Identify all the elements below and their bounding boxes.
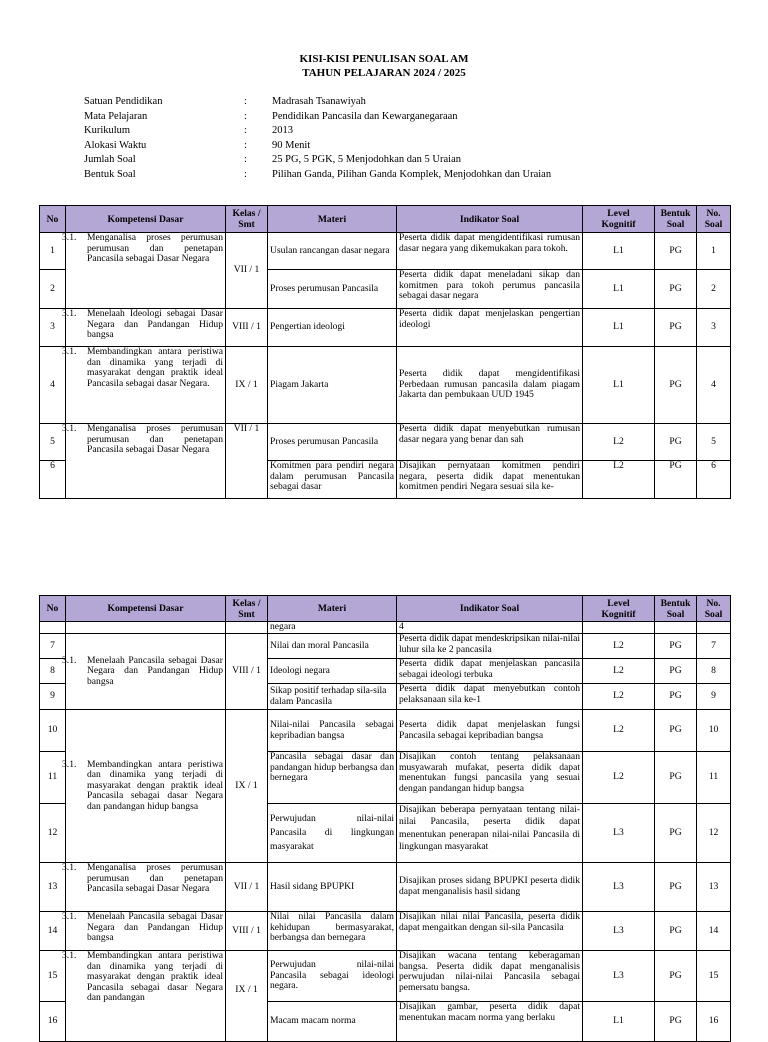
cell-indikator: Peserta didik dapat menyebutkan rumusan dasar negara yang benar dan sah <box>397 424 583 461</box>
cell-level: L2 <box>583 710 655 752</box>
kd-number: 3.1. <box>62 346 77 357</box>
kisi-kisi-table-page1 <box>39 205 731 499</box>
cell-level: L2 <box>583 684 655 710</box>
meta-colon: : <box>244 168 247 180</box>
cell-kelas: VII / 1 <box>226 424 268 499</box>
cell-bentuk: PG <box>655 710 697 752</box>
cell-indikator: Peserta didik dapat mengidentifikasi Perbedaan rumusan pancasila dalam piagam Jakarta dan pembukaan UUD 1945 <box>397 347 583 424</box>
cell-no: 16 <box>40 1002 66 1042</box>
header-level <box>583 596 655 622</box>
cell-no: 13 <box>40 863 66 912</box>
header-indikator: Indikator Soal <box>397 206 583 233</box>
meta-label: Satuan Pendidikan <box>84 96 163 107</box>
cell-nosoal: 7 <box>697 634 731 659</box>
meta-row-kurikulum <box>84 124 551 139</box>
cell-no: 1 <box>40 233 66 270</box>
cell-kelas: VII / 1 <box>226 863 268 912</box>
header-kelas <box>226 596 268 622</box>
meta-label: Bentuk Soal <box>84 168 136 180</box>
cell-nosoal: 6 <box>697 461 731 499</box>
header-text: Kelas / <box>232 597 261 609</box>
cell-indikator: Peserta didik dapat meneladani sikap dan komitmen para tokoh perumus pancasila sebagai dasar negara <box>397 270 583 309</box>
header-text: No. <box>706 597 721 609</box>
cell-materi: Macam macam norma <box>268 1002 397 1042</box>
cell-nosoal: 16 <box>697 1002 731 1042</box>
cell-bentuk: PG <box>655 684 697 710</box>
cell-no <box>40 622 66 634</box>
header-text: Bentuk <box>660 597 691 609</box>
cell-nosoal: 8 <box>697 659 731 684</box>
table-row <box>40 424 731 461</box>
cell-no: 8 <box>40 659 66 684</box>
table-row <box>40 634 731 659</box>
meta-value: Pilihan Ganda, Pilihan Ganda Komplek, Menjodohkan dan Uraian <box>272 168 552 180</box>
meta-colon: : <box>244 125 247 137</box>
cell-level: L2 <box>583 424 655 461</box>
cell-no: 4 <box>40 347 66 424</box>
cell-kd <box>62 634 226 710</box>
cell-level: L2 <box>583 659 655 684</box>
table-row <box>40 912 731 951</box>
cell-kd <box>62 862 226 912</box>
meta-value: 90 Menit <box>272 139 311 151</box>
cell-nosoal: 13 <box>697 863 731 912</box>
cell-bentuk: PG <box>655 752 697 804</box>
table-row <box>40 710 731 752</box>
header-text: Kelas / <box>232 208 261 219</box>
cell-materi: Perwujudan nilai-nilai Pancasila sebagai ideologi negara. <box>268 951 397 1002</box>
materi-text: Komitmen para pendiri negara dalam perumusan Pancasila sebagai dasar <box>270 460 394 493</box>
cell-level: L3 <box>583 863 655 912</box>
cell-kd <box>62 950 226 1042</box>
cell-indikator: Peserta didik dapat menjelaskan pengertian ideologi <box>397 309 583 347</box>
meta-row-alokasi <box>84 139 551 154</box>
cell-level: L2 <box>583 461 655 499</box>
header-kd: Kompetensi Dasar <box>66 596 226 622</box>
kd-text: Menelaah Ideologi sebagai Dasar Negara dan Pandangan Hidup bangsa <box>87 308 223 341</box>
cell-level: L2 <box>583 634 655 659</box>
cell-level <box>583 622 655 634</box>
cell-level: L3 <box>583 912 655 951</box>
kisi-kisi-table-page2 <box>39 595 731 1042</box>
cell-bentuk: PG <box>655 424 697 461</box>
header-kd: Kompetensi Dasar <box>66 206 226 233</box>
table-row <box>40 233 731 270</box>
cell-bentuk: PG <box>655 1002 697 1042</box>
table-row <box>40 347 731 424</box>
cell-kelas: VIII / 1 <box>226 912 268 951</box>
cell-indikator: Disajikan contoh tentang pelaksanaan musyawarah mufakat, peserta didik dapat menentukan fungsi pancasila yang sesuai dengan pandangan hidup bangsa <box>397 752 583 804</box>
meta-value: Madrasah Tsanawiyah <box>272 96 366 107</box>
meta-row-jumlah <box>84 153 551 168</box>
cell-materi: Pengertian ideologi <box>268 309 397 347</box>
cell-kelas: IX / 1 <box>226 347 268 424</box>
cell-materi: Proses perumusan Pancasila <box>268 270 397 309</box>
cell-indikator: Peserta didik dapat menjelaskan fungsi Pancasila sebagai kepribadian bangsa <box>397 710 583 752</box>
cell-bentuk: PG <box>655 804 697 863</box>
cell-materi: Nilai-nilai Pancasila sebagai kepribadian bangsa <box>268 710 397 752</box>
cell-indikator: Disajikan nilai nilai Pancasila, peserta didik dapat mengaitkan dengan sil-sila Pancasila <box>397 912 583 951</box>
header-bentuk <box>655 206 697 233</box>
cell-kd <box>62 308 226 347</box>
table-header-row <box>40 206 731 233</box>
cell-materi: negara <box>268 622 397 634</box>
cell-no: 7 <box>40 634 66 659</box>
cell-indikator: Peserta didik dapat mendeskripsikan nilai-nilai luhur sila ke 2 pancasila <box>397 634 583 659</box>
cell-bentuk: PG <box>655 912 697 951</box>
cell-level: L3 <box>583 951 655 1002</box>
cell-indikator: Peserta didik dapat menyebutkan contoh pelaksanaan sila ke-1 <box>397 684 583 710</box>
header-no: No <box>40 596 66 622</box>
cell-nosoal: 9 <box>697 684 731 710</box>
cell-indikator <box>397 461 583 499</box>
cell-nosoal: 4 <box>697 347 731 424</box>
meta-value: 2013 <box>272 125 293 137</box>
cell-kd <box>62 911 226 951</box>
kd-number: 3.1. <box>62 423 77 434</box>
kd-text: Menelaah Pancasila sebagai Dasar Negara dan Pandangan Hidup bangsa <box>87 654 223 687</box>
meta-colon: : <box>244 154 247 166</box>
cell-materi: Piagam Jakarta <box>268 347 397 424</box>
cell-indikator: Disajikan gambar, peserta didik dapat menentukan macam norma yang berlaku <box>397 1002 583 1042</box>
kd-text: Membandingkan antara peristiwa dan dinamika yang terjadi di masyarakat dengan praktik ideal Pancasila sebagai dasar Negara dan pandangan hidup bangsa <box>87 758 223 812</box>
header-materi: Materi <box>268 206 397 233</box>
cell-level: L1 <box>583 233 655 270</box>
cell-materi: Nilai nilai Pancasila dalam kehidupan bermasyarakat, berbangsa dan bernegara <box>268 912 397 951</box>
cell-bentuk: PG <box>655 863 697 912</box>
cell-no: 15 <box>40 951 66 1002</box>
header-text: Kognitif <box>601 608 636 620</box>
cell-kd <box>62 710 226 863</box>
cell-level: L1 <box>583 309 655 347</box>
cell-indikator: Peserta didik dapat menjelaskan pancasila sebagai ideologi terbuka <box>397 659 583 684</box>
cell-materi: Pancasila sebagai dasar dan pandangan hidup berbangsa dan bernegara <box>268 752 397 804</box>
cell-materi: Sikap positif terhadap sila-sila dalam Pancasila <box>268 684 397 710</box>
cell-materi: Nilai dan moral Pancasila <box>268 634 397 659</box>
cell-bentuk: PG <box>655 634 697 659</box>
cell-kelas: VIII / 1 <box>226 634 268 710</box>
cell-bentuk: PG <box>655 347 697 424</box>
cell-indikator: Disajikan beberapa pernyataan tentang nilai-nilai Pancasila, peserta didik dapat menentukan penerapan nilai-nilai Pancasila di lingkungan masyarakat <box>397 804 583 863</box>
meta-row-satuan <box>84 95 551 110</box>
header-nosoal <box>697 596 731 622</box>
table-header-row <box>40 596 731 622</box>
cell-no: 9 <box>40 684 66 710</box>
cell-nosoal: 5 <box>697 424 731 461</box>
meta-row-mapel <box>84 110 551 125</box>
header-text: Soal <box>704 608 723 620</box>
document-title: KISI-KISI PENULISAN SOAL AM <box>299 53 469 65</box>
meta-row-bentuk <box>84 168 551 183</box>
header-kelas <box>226 206 268 233</box>
cell-level: L2 <box>583 752 655 804</box>
identity-block <box>84 95 551 183</box>
cell-no: 2 <box>40 270 66 309</box>
meta-value: 25 PG, 5 PGK, 5 Menjodohkan dan 5 Uraian <box>272 154 461 166</box>
cell-level: L1 <box>583 1002 655 1042</box>
kd-number: 3.1. <box>62 950 77 961</box>
kd-number: 3.1. <box>62 758 77 770</box>
meta-label: Kurikulum <box>84 125 131 137</box>
kd-number: 3.1. <box>62 862 77 873</box>
header-materi: Materi <box>268 596 397 622</box>
cell-nosoal: 11 <box>697 752 731 804</box>
cell-no: 5 <box>40 424 66 461</box>
kd-text: Menganalisa proses perumusan perumusan dan penetapan Pancasila sebagai Dasar Negara <box>87 232 223 265</box>
cell-bentuk: PG <box>655 233 697 270</box>
table-row <box>40 863 731 912</box>
header-text: Soal <box>666 608 685 620</box>
cell-materi: Ideologi negara <box>268 659 397 684</box>
cell-nosoal: 10 <box>697 710 731 752</box>
cell-nosoal: 15 <box>697 951 731 1002</box>
cell-nosoal: 1 <box>697 233 731 270</box>
header-indikator: Indikator Soal <box>397 596 583 622</box>
header-nosoal <box>697 206 731 233</box>
continuation-row <box>40 622 731 634</box>
header-text: Soal <box>666 219 685 230</box>
kd-text: Membandingkan antara peristiwa dan dinamika yang terjadi di masyarakat dengan praktik ideal Pancasila sebagai dasar Negara. <box>87 346 223 389</box>
cell-kelas: IX / 1 <box>226 710 268 863</box>
header-text: No. <box>706 208 721 219</box>
cell-no: 10 <box>40 710 66 752</box>
cell-bentuk: PG <box>655 951 697 1002</box>
cell-materi: Hasil sidang BPUPKI <box>268 863 397 912</box>
meta-label: Alokasi Waktu <box>84 139 147 151</box>
kd-text: Membandingkan antara peristiwa dan dinamika yang terjadi di masyarakat dengan praktik ideal Pancasila sebagai dasar Negara dan pandangan <box>87 950 223 1004</box>
cell-bentuk <box>655 622 697 634</box>
meta-label: Jumlah Soal <box>84 154 136 166</box>
kd-text: Menelaah Pancasila sebagai Dasar Negara dan Pandangan Hidup bangsa <box>87 911 223 944</box>
meta-colon: : <box>244 139 247 151</box>
cell-kd <box>62 423 226 499</box>
cell-indikator: Disajikan proses sidang BPUPKI peserta didik dapat menganalisis hasil sidang <box>397 863 583 912</box>
cell-nosoal <box>697 622 731 634</box>
cell-materi: Usulan rancangan dasar negara <box>268 233 397 270</box>
cell-bentuk: PG <box>655 461 697 499</box>
cell-level: L1 <box>583 347 655 424</box>
header-bentuk <box>655 596 697 622</box>
cell-bentuk: PG <box>655 659 697 684</box>
meta-value: Pendidikan Pancasila dan Kewarganegaraan <box>272 110 458 122</box>
cell-level: L1 <box>583 270 655 309</box>
meta-label: Mata Pelajaran <box>84 110 148 122</box>
table-row <box>40 309 731 347</box>
cell-kelas: VII / 1 <box>226 233 268 309</box>
cell-materi <box>268 461 397 499</box>
cell-nosoal: 12 <box>697 804 731 863</box>
cell-no: 6 <box>40 461 66 499</box>
cell-no: 12 <box>40 804 66 863</box>
header-text: Bentuk <box>660 208 691 219</box>
cell-indikator: 4 <box>397 622 583 634</box>
cell-materi: Perwujudan nilai-nilai Pancasila di lingkungan masyarakat <box>268 804 397 863</box>
cell-kd <box>66 622 226 634</box>
header-text: Smt <box>238 219 255 230</box>
kd-text: Menganalisa proses perumusan perumusan dan penetapan Pancasila sebagai Dasar Negara <box>87 423 223 456</box>
header-text: Kognitif <box>601 219 636 230</box>
kd-number: 3.1. <box>62 911 77 922</box>
cell-indikator: Disajikan wacana tentang keberagaman bangsa. Peserta didik dapat menganalisis perwujudan nilai-nilai Pancasila sebagai pemersatu bangsa. <box>397 951 583 1002</box>
kd-text: Menganalisa proses perumusan perumusan dan penetapan Pancasila sebagai Dasar Negara <box>87 862 223 895</box>
header-text: Smt <box>238 608 255 620</box>
header-text: Level <box>607 208 630 219</box>
kd-number: 3.1. <box>62 232 77 243</box>
header-level <box>583 206 655 233</box>
cell-nosoal: 14 <box>697 912 731 951</box>
cell-kd <box>62 346 226 424</box>
meta-colon: : <box>244 110 247 122</box>
cell-level: L3 <box>583 804 655 863</box>
cell-nosoal: 2 <box>697 270 731 309</box>
meta-colon: : <box>244 96 247 107</box>
cell-kelas: VIII / 1 <box>226 309 268 347</box>
cell-kelas <box>226 622 268 634</box>
cell-bentuk: PG <box>655 270 697 309</box>
cell-kd <box>62 232 226 309</box>
cell-no: 11 <box>40 752 66 804</box>
cell-materi: Proses perumusan Pancasila <box>268 424 397 461</box>
header-no: No <box>40 206 66 233</box>
indikator-text: Disajikan pernyataan komitmen pendiri negara, peserta didik dapat menentukan komitmen pendiri Negara sesuai sila ke- <box>399 460 580 493</box>
cell-nosoal: 3 <box>697 309 731 347</box>
table-row <box>40 951 731 1002</box>
cell-kelas: IX / 1 <box>226 951 268 1042</box>
document-subtitle: TAHUN PELAJARAN 2024 / 2025 <box>302 67 466 79</box>
header-text: Soal <box>704 219 723 230</box>
cell-bentuk: PG <box>655 309 697 347</box>
cell-no: 14 <box>40 912 66 951</box>
kd-number: 3.1. <box>62 308 77 319</box>
cell-indikator: Peserta didik dapat mengidentifikasi rumusan dasar negara yang dikemukakan para tokoh. <box>397 233 583 270</box>
kd-number: 3.1. <box>62 654 77 666</box>
cell-no: 3 <box>40 309 66 347</box>
header-text: Level <box>607 597 630 609</box>
